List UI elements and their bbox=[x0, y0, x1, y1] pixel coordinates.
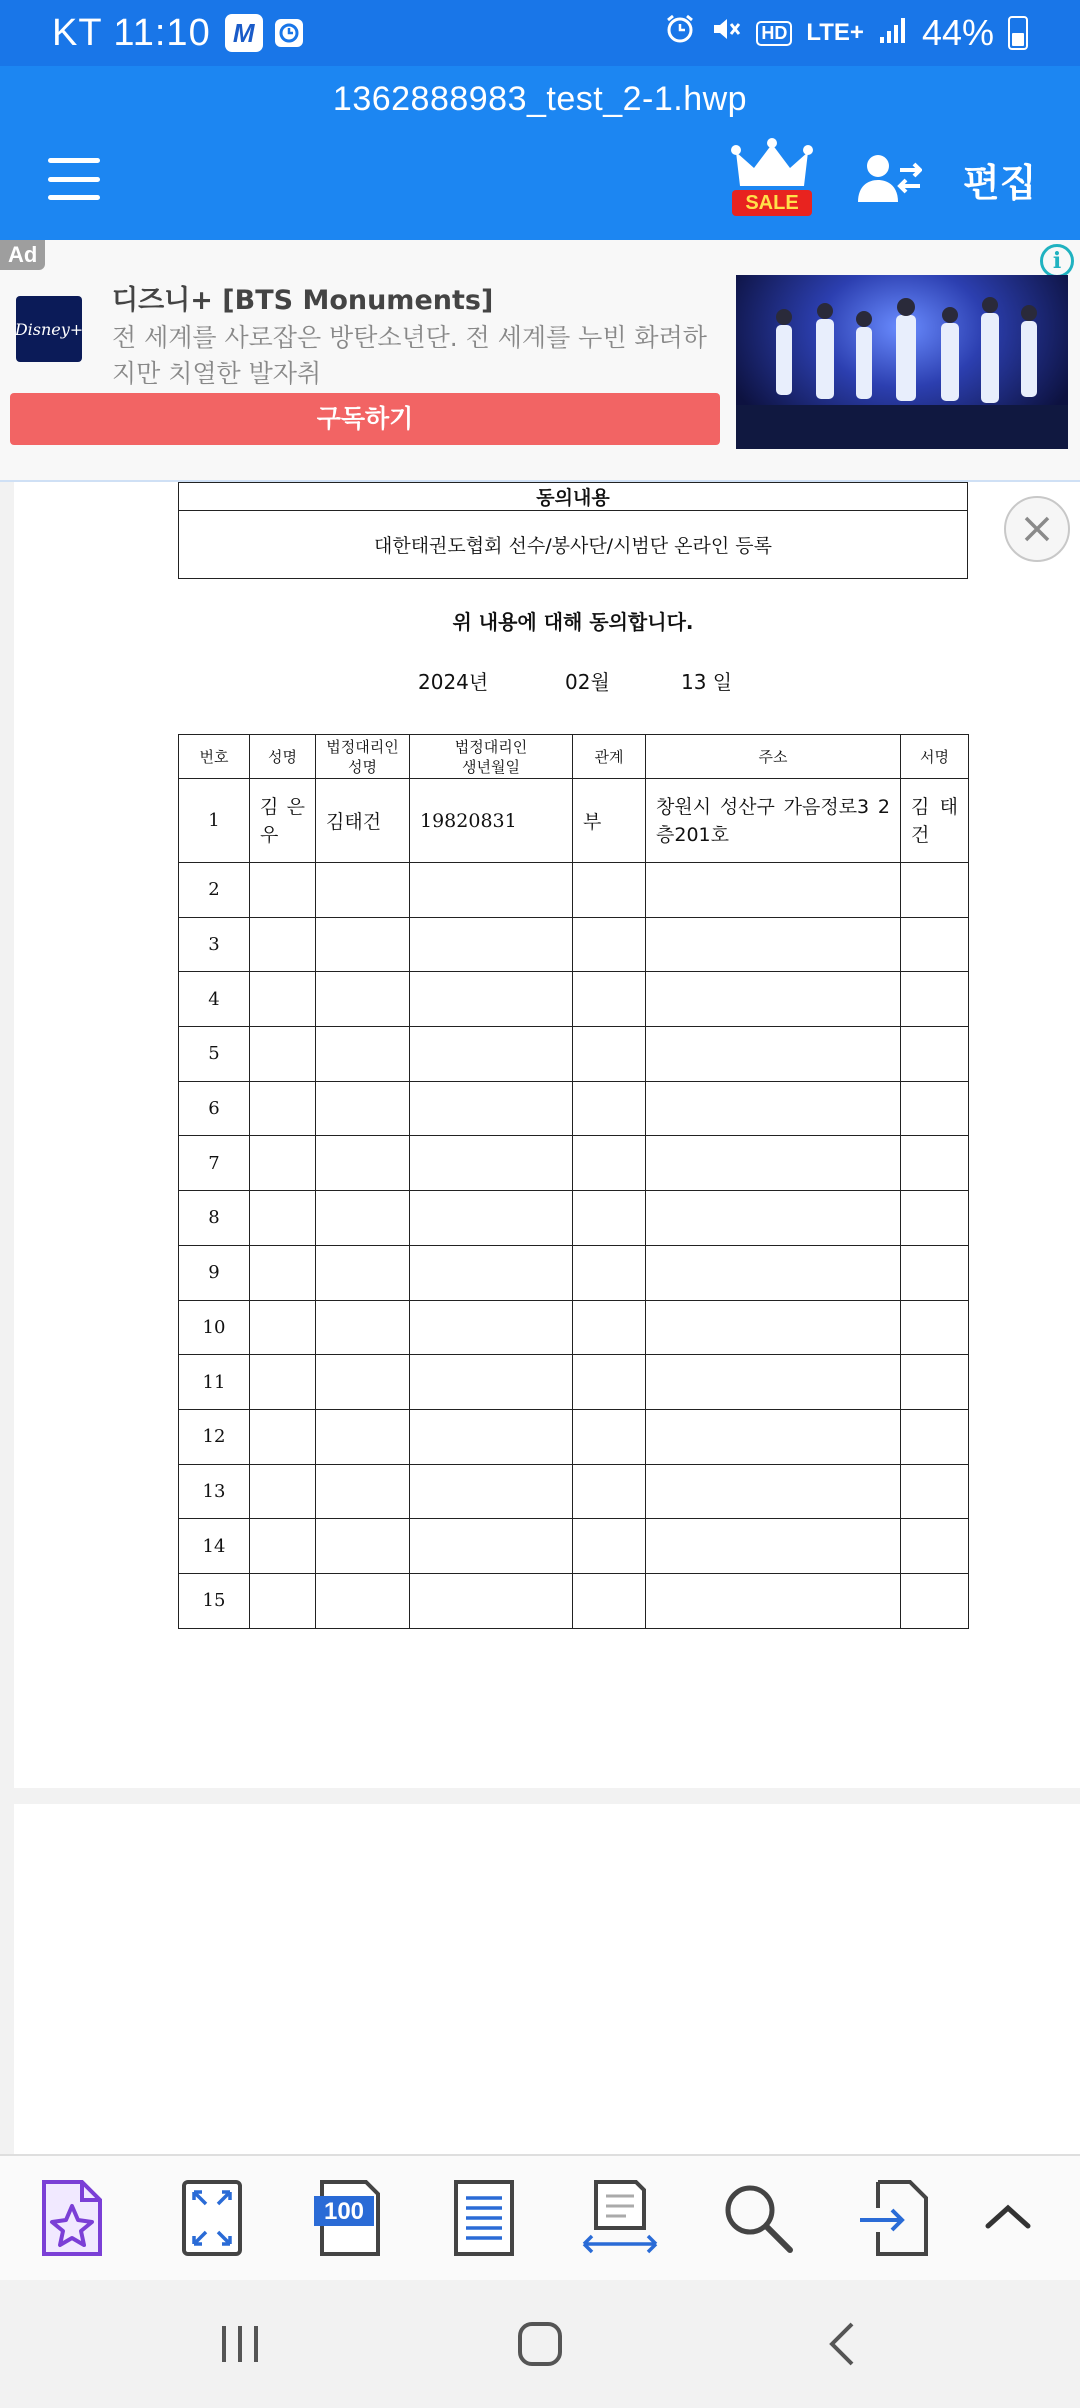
row-address bbox=[646, 1245, 901, 1300]
row-number: 8 bbox=[179, 1191, 250, 1246]
recent-apps-icon bbox=[210, 2314, 270, 2374]
signal-icon bbox=[878, 12, 908, 54]
row-signature bbox=[901, 1136, 969, 1191]
hamburger-menu-icon[interactable] bbox=[48, 158, 100, 200]
document-title: 1362888983_test_2-1.hwp bbox=[332, 80, 748, 118]
clock-app-icon bbox=[275, 19, 303, 47]
row-number: 13 bbox=[179, 1464, 250, 1519]
table-header-row bbox=[179, 735, 969, 779]
agreement-statement: 위 내용에 대해 동의합니다. bbox=[452, 610, 694, 634]
row-address bbox=[646, 1300, 901, 1355]
row-guardian-name bbox=[316, 972, 410, 1027]
row-name bbox=[250, 1464, 316, 1519]
row-relation bbox=[573, 1355, 646, 1410]
row-guardian-birth bbox=[410, 1573, 573, 1628]
row-address bbox=[646, 1136, 901, 1191]
row-address: 창원시 성산구 가음정로3 2층201호 bbox=[646, 779, 901, 863]
row-number: 10 bbox=[179, 1300, 250, 1355]
row-guardian-name bbox=[316, 1300, 410, 1355]
row-guardian-birth bbox=[410, 1027, 573, 1082]
user-switch-icon[interactable] bbox=[858, 152, 922, 208]
row-name bbox=[250, 1409, 316, 1464]
document-page-2 bbox=[14, 1804, 1080, 2154]
row-name bbox=[250, 1136, 316, 1191]
row-number: 7 bbox=[179, 1136, 250, 1191]
row-guardian-name bbox=[316, 1464, 410, 1519]
document-page bbox=[14, 482, 1080, 1788]
row-guardian-name bbox=[316, 1191, 410, 1246]
row-relation: 부 bbox=[573, 779, 646, 863]
row-guardian-birth bbox=[410, 1464, 573, 1519]
ad-description: 전 세계를 사로잡은 방탄소년단. 전 세계를 누빈 화려하지만 치열한 발자취 bbox=[112, 323, 707, 388]
row-name bbox=[250, 972, 316, 1027]
row-relation bbox=[573, 972, 646, 1027]
col-header-guardian-name: 법정대리인 성명 bbox=[316, 735, 410, 779]
table-row bbox=[179, 1027, 969, 1082]
row-number: 4 bbox=[179, 972, 250, 1027]
fit-screen-icon bbox=[172, 2178, 252, 2258]
row-signature: 김 태 건 bbox=[901, 779, 969, 863]
table-row bbox=[179, 917, 969, 972]
row-guardian-name bbox=[316, 1027, 410, 1082]
row-guardian-birth bbox=[410, 1191, 573, 1246]
row-address bbox=[646, 1027, 901, 1082]
edit-button[interactable]: 편집 bbox=[963, 161, 1037, 205]
status-time: KT 11:10 bbox=[52, 11, 211, 54]
row-name bbox=[250, 917, 316, 972]
row-number: 5 bbox=[179, 1027, 250, 1082]
col-header-address: 주소 bbox=[646, 735, 901, 779]
battery-icon bbox=[1008, 16, 1028, 50]
mute-icon bbox=[710, 12, 742, 54]
fit-screen-button[interactable] bbox=[172, 2178, 252, 2258]
row-guardian-birth: 19820831 bbox=[410, 779, 573, 863]
row-name bbox=[250, 1191, 316, 1246]
date-year: 2024년 bbox=[418, 670, 489, 694]
close-icon bbox=[1022, 514, 1052, 544]
row-number: 15 bbox=[179, 1573, 250, 1628]
row-number: 3 bbox=[179, 917, 250, 972]
home-button[interactable] bbox=[510, 2314, 570, 2374]
recent-apps-button[interactable] bbox=[210, 2314, 270, 2374]
expand-toolbar-button[interactable] bbox=[968, 2178, 1048, 2258]
row-number: 6 bbox=[179, 1081, 250, 1136]
status-icons bbox=[664, 12, 1028, 54]
row-name bbox=[250, 1573, 316, 1628]
row-address bbox=[646, 1355, 901, 1410]
zoom-100-icon bbox=[310, 2178, 390, 2258]
row-signature bbox=[901, 1300, 969, 1355]
row-number: 9 bbox=[179, 1245, 250, 1300]
table-row bbox=[179, 1081, 969, 1136]
row-guardian-birth bbox=[410, 1245, 573, 1300]
row-guardian-name bbox=[316, 917, 410, 972]
table-row bbox=[179, 779, 969, 863]
page-view-button[interactable] bbox=[444, 2178, 524, 2258]
ad-subscribe-button[interactable]: 구독하기 bbox=[10, 393, 720, 445]
back-icon bbox=[814, 2314, 874, 2374]
hd-voice-icon: HD bbox=[756, 21, 792, 46]
row-address bbox=[646, 1464, 901, 1519]
alarm-icon bbox=[664, 12, 696, 54]
table-row bbox=[179, 1409, 969, 1464]
col-header-name: 성명 bbox=[250, 735, 316, 779]
row-guardian-name bbox=[316, 1245, 410, 1300]
row-address bbox=[646, 1191, 901, 1246]
row-name bbox=[250, 863, 316, 918]
battery-percent: 44% bbox=[921, 12, 994, 53]
page-view-icon bbox=[444, 2178, 524, 2258]
row-address bbox=[646, 972, 901, 1027]
ai-assistant-icon bbox=[32, 2178, 112, 2258]
zoom-100-button[interactable] bbox=[310, 2178, 390, 2258]
row-name bbox=[250, 1355, 316, 1410]
row-relation bbox=[573, 1027, 646, 1082]
col-header-no: 번호 bbox=[179, 735, 250, 779]
row-guardian-name bbox=[316, 1081, 410, 1136]
row-guardian-birth bbox=[410, 1409, 573, 1464]
row-relation bbox=[573, 1081, 646, 1136]
chevron-up-icon bbox=[968, 2178, 1048, 2258]
ad-image[interactable] bbox=[736, 275, 1068, 449]
table-row bbox=[179, 1573, 969, 1628]
sale-badge: SALE bbox=[732, 190, 812, 216]
table-row bbox=[179, 1191, 969, 1246]
android-nav-bar bbox=[0, 2280, 1080, 2408]
status-bar bbox=[0, 0, 1080, 66]
row-relation bbox=[573, 863, 646, 918]
lte-icon: LTE+ bbox=[806, 19, 864, 46]
row-guardian-birth bbox=[410, 1136, 573, 1191]
row-number: 12 bbox=[179, 1409, 250, 1464]
row-relation bbox=[573, 917, 646, 972]
signature-table bbox=[178, 734, 969, 1629]
row-signature bbox=[901, 1573, 969, 1628]
row-relation bbox=[573, 1191, 646, 1246]
row-guardian-birth bbox=[410, 1519, 573, 1574]
export-button[interactable] bbox=[856, 2178, 936, 2258]
row-guardian-name bbox=[316, 1519, 410, 1574]
row-relation bbox=[573, 1573, 646, 1628]
ad-tag: Ad bbox=[0, 240, 45, 270]
page-width-icon bbox=[580, 2178, 660, 2258]
row-number: 1 bbox=[179, 779, 250, 863]
bottom-toolbar bbox=[0, 2154, 1080, 2280]
row-guardian-name: 김태건 bbox=[316, 779, 410, 863]
row-guardian-birth bbox=[410, 917, 573, 972]
row-signature bbox=[901, 863, 969, 918]
table-row bbox=[179, 863, 969, 918]
row-guardian-birth bbox=[410, 1355, 573, 1410]
row-signature bbox=[901, 1245, 969, 1300]
table-row bbox=[179, 1355, 969, 1410]
row-address bbox=[646, 1409, 901, 1464]
row-number: 14 bbox=[179, 1519, 250, 1574]
row-address bbox=[646, 917, 901, 972]
row-address bbox=[646, 1519, 901, 1574]
row-signature bbox=[901, 917, 969, 972]
consent-table bbox=[178, 482, 968, 579]
row-name bbox=[250, 1300, 316, 1355]
table-row bbox=[179, 972, 969, 1027]
row-signature bbox=[901, 1081, 969, 1136]
row-signature bbox=[901, 1409, 969, 1464]
table-row bbox=[179, 1245, 969, 1300]
title-bar bbox=[0, 66, 1080, 240]
row-address bbox=[646, 1573, 901, 1628]
ad-info-icon[interactable]: i bbox=[1040, 244, 1074, 278]
page-width-button[interactable] bbox=[580, 2178, 660, 2258]
search-button[interactable] bbox=[718, 2178, 798, 2258]
row-signature bbox=[901, 1355, 969, 1410]
mstock-icon: M bbox=[225, 14, 263, 52]
row-relation bbox=[573, 1409, 646, 1464]
row-signature bbox=[901, 1519, 969, 1574]
table-row bbox=[179, 1519, 969, 1574]
row-signature bbox=[901, 1464, 969, 1519]
sale-crown-button[interactable] bbox=[728, 138, 816, 218]
row-guardian-birth bbox=[410, 972, 573, 1027]
row-number: 2 bbox=[179, 863, 250, 918]
col-header-relation: 관계 bbox=[573, 735, 646, 779]
row-name bbox=[250, 1519, 316, 1574]
table-row bbox=[179, 1464, 969, 1519]
close-ad-button[interactable] bbox=[1004, 496, 1070, 562]
row-name: 김 은 우 bbox=[250, 779, 316, 863]
document-viewer[interactable] bbox=[0, 482, 1080, 2154]
disney-plus-logo: Disney+ bbox=[16, 296, 82, 362]
row-relation bbox=[573, 1300, 646, 1355]
ad-banner[interactable] bbox=[0, 240, 1080, 482]
consent-body: 대한태권도협회 선수/봉사단/시범단 온라인 등록 bbox=[179, 511, 968, 579]
home-icon bbox=[510, 2314, 570, 2374]
search-icon bbox=[718, 2178, 798, 2258]
ai-assistant-button[interactable] bbox=[32, 2178, 112, 2258]
export-icon bbox=[856, 2178, 936, 2258]
consent-header: 동의내용 bbox=[179, 483, 968, 511]
row-relation bbox=[573, 1519, 646, 1574]
table-row bbox=[179, 1136, 969, 1191]
row-signature bbox=[901, 1027, 969, 1082]
row-guardian-name bbox=[316, 1355, 410, 1410]
row-address bbox=[646, 863, 901, 918]
row-signature bbox=[901, 972, 969, 1027]
col-header-signature: 서명 bbox=[901, 735, 969, 779]
row-name bbox=[250, 1027, 316, 1082]
row-number: 11 bbox=[179, 1355, 250, 1410]
row-relation bbox=[573, 1245, 646, 1300]
row-signature bbox=[901, 1191, 969, 1246]
table-row bbox=[179, 1300, 969, 1355]
row-address bbox=[646, 1081, 901, 1136]
row-name bbox=[250, 1245, 316, 1300]
row-name bbox=[250, 1081, 316, 1136]
row-guardian-name bbox=[316, 863, 410, 918]
row-relation bbox=[573, 1464, 646, 1519]
col-header-guardian-birth: 법정대리인 생년월일 bbox=[410, 735, 573, 779]
row-guardian-birth bbox=[410, 1300, 573, 1355]
row-guardian-name bbox=[316, 1136, 410, 1191]
date-day: 13 일 bbox=[681, 670, 733, 694]
zoom-badge: 100 bbox=[323, 2198, 365, 2225]
back-button[interactable] bbox=[814, 2314, 874, 2374]
row-guardian-name bbox=[316, 1409, 410, 1464]
row-relation bbox=[573, 1136, 646, 1191]
ad-title[interactable]: 디즈니+ [BTS Monuments] bbox=[112, 285, 494, 316]
date-month: 02월 bbox=[565, 670, 610, 694]
crown-icon bbox=[728, 138, 816, 198]
row-guardian-birth bbox=[410, 863, 573, 918]
row-guardian-name bbox=[316, 1573, 410, 1628]
row-guardian-birth bbox=[410, 1081, 573, 1136]
